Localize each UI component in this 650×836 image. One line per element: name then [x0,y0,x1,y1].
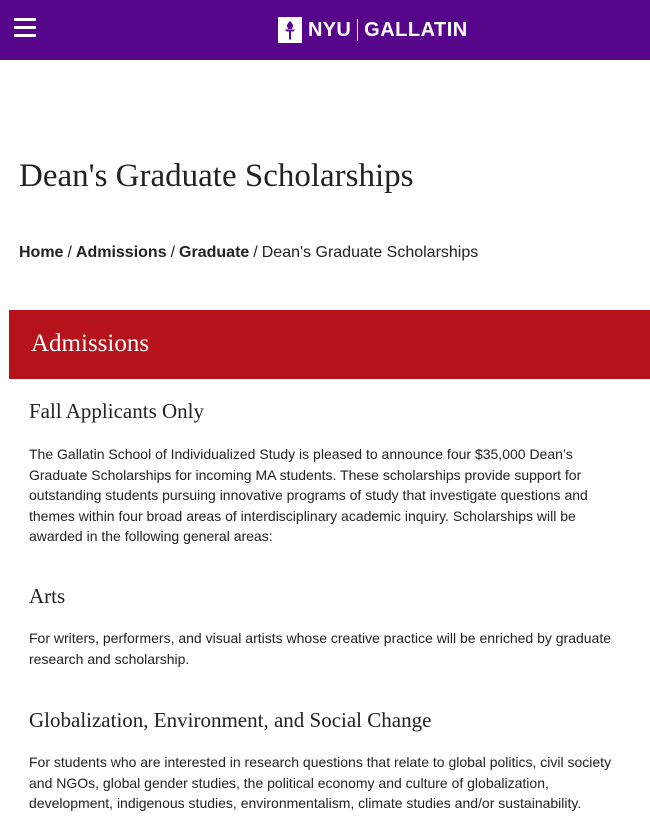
breadcrumb-separator: / [67,244,72,261]
hamburger-icon[interactable] [14,18,36,40]
intro-paragraph: The Gallatin School of Individualized Study is pleased to announce four $35,000 Dean’s Graduate Scholarships for incoming MA students. These scholarships provide support for outstanding students pursuing innovative programs of study that investigate questions and themes within four broad areas of interdisciplinary academic inquiry. Scholarships will be awarded in the following general areas: [29,446,588,544]
breadcrumb-current: Dean's Graduate Scholarships [261,244,479,261]
globalization-paragraph: For students who are interested in research questions that relate to global politics, civil society and NGOs, global gender studies, the political economy and culture of globalization, development, indigenous studies, environmentalism, climate studies and/or sustainability. [29,754,612,811]
heading-globalization: Globalization, Environment, and Social Change [29,708,432,732]
breadcrumb-separator: / [170,244,176,261]
nyu-gallatin-logo[interactable] [278,17,468,43]
nyu-torch-icon [278,17,302,43]
breadcrumb-home[interactable]: Home [19,244,64,261]
brand-gallatin: GALLATIN [364,18,468,41]
breadcrumb-graduate[interactable]: Graduate [179,244,250,261]
heading-fall-applicants: Fall Applicants Only [29,399,204,423]
section-banner[interactable] [9,310,650,379]
arts-paragraph: For writers, performers, and visual artists whose creative practice will be enriched by graduate research and scholarship. [29,630,612,667]
page-title: Dean's Graduate Scholarships [19,158,414,194]
breadcrumb [19,244,478,262]
section-banner-label: Admissions [31,330,150,357]
brand-divider [357,19,358,41]
breadcrumb-separator: / [253,244,258,261]
top-header [0,0,650,60]
breadcrumb-admissions[interactable]: Admissions [75,244,167,261]
heading-arts: Arts [29,584,66,608]
brand-nyu: NYU [308,18,352,41]
